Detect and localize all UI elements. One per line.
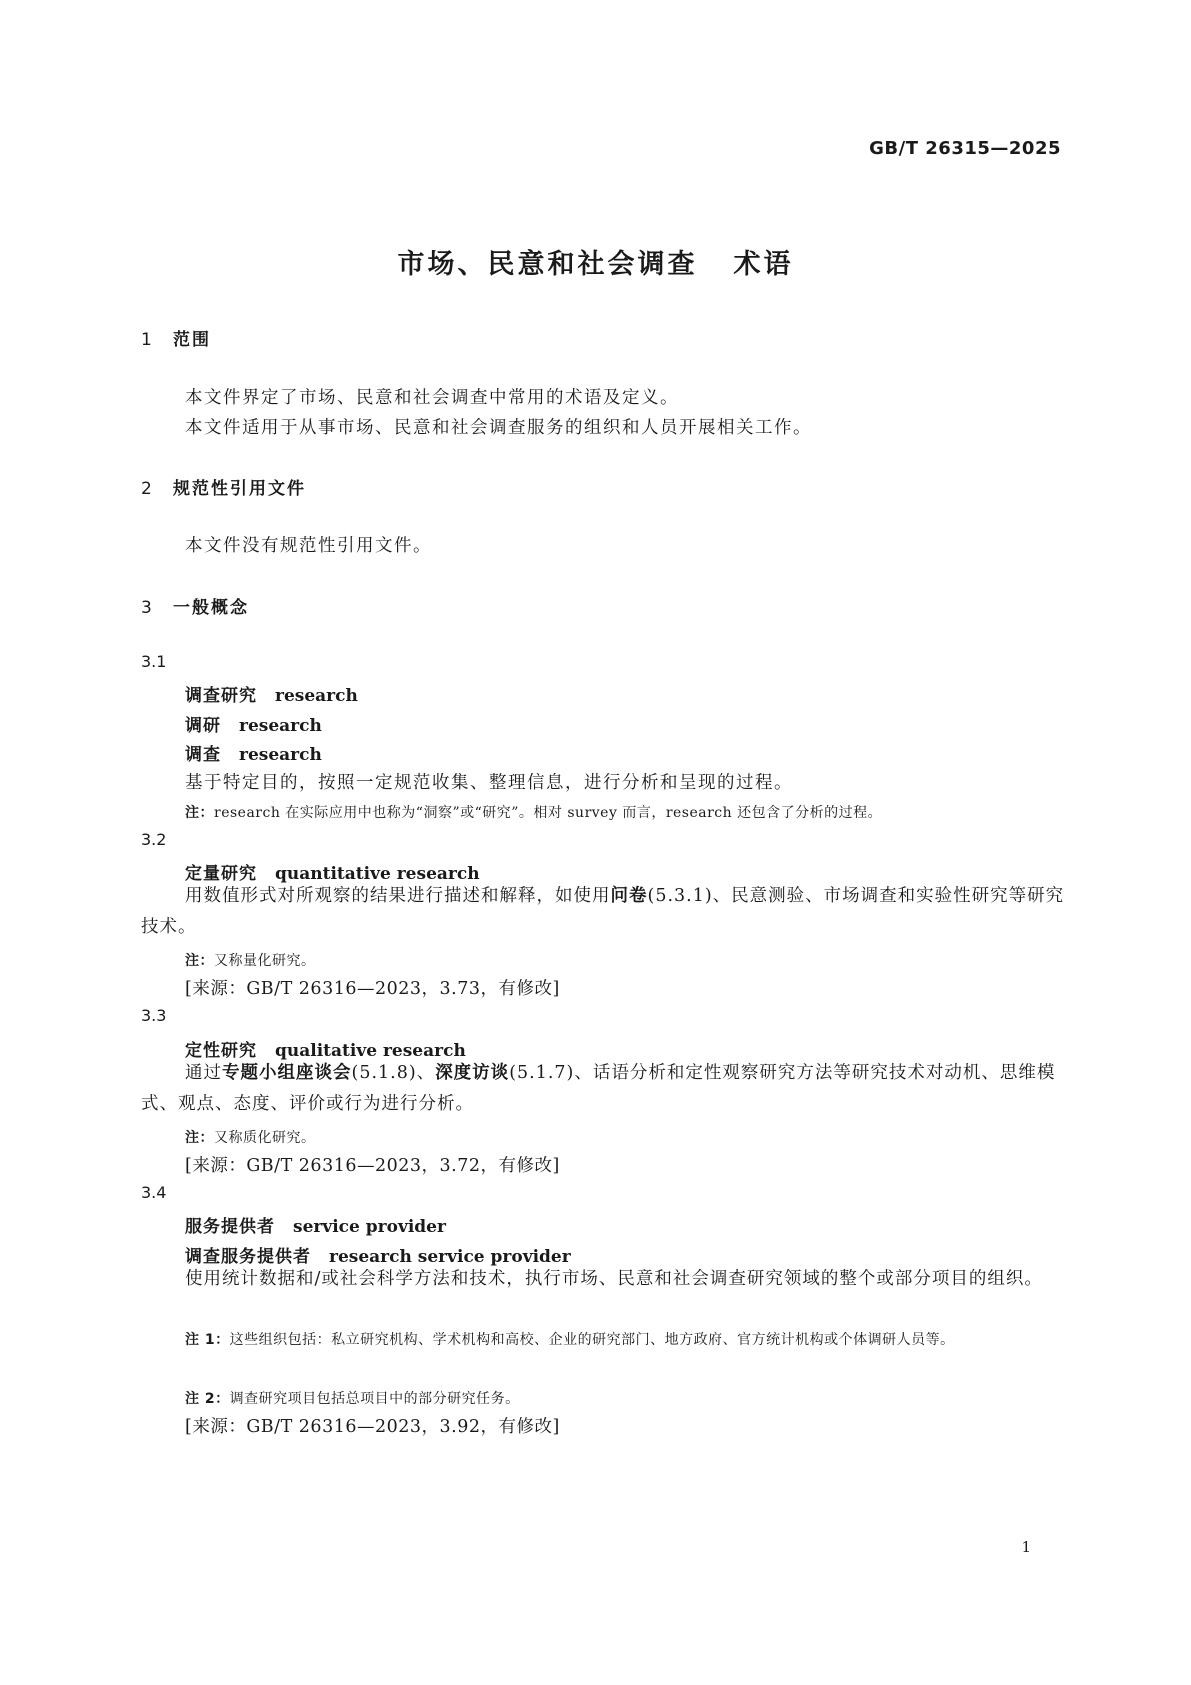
- note-label: 注：: [185, 1130, 214, 1146]
- note-text: 调查研究项目包括总项目中的部分研究任务。: [229, 1391, 520, 1407]
- definition: 基于特定目的，按照一定规范收集、整理信息，进行分析和呈现的过程。: [185, 773, 793, 793]
- term-line: [185, 740, 322, 765]
- note-text: 又称质化研究。: [214, 1130, 316, 1146]
- section-title: 一般概念: [173, 598, 249, 618]
- title-sub: 术语: [733, 249, 794, 280]
- term-cn: 服务提供者: [185, 1217, 275, 1237]
- section-title: 范围: [173, 330, 211, 350]
- entry-number-3-2: 3.2: [141, 830, 167, 849]
- section-title: 规范性引用文件: [173, 479, 306, 499]
- term-en: quantitative research: [275, 864, 480, 884]
- document-title: [0, 242, 1191, 281]
- standard-code: GB/T 26315—2025: [869, 138, 1061, 159]
- entry-number-3-4: 3.4: [141, 1183, 167, 1202]
- definition-text: 通过: [185, 1063, 222, 1083]
- note: [185, 1127, 316, 1147]
- section-number: 1: [141, 330, 152, 350]
- source-citation: [来源：GB/T 26316—2023，3.72，有修改]: [185, 1156, 560, 1176]
- entry-number-3-1: 3.1: [141, 652, 167, 671]
- note-text: 这些组织包括：私立研究机构、学术机构和高校、企业的研究部门、地方政府、官方统计机构或个体调研人员等。: [229, 1332, 955, 1348]
- note-2: [185, 1388, 520, 1408]
- definition: 使用统计数据和/或社会科学方法和技术，执行市场、民意和社会调查研究领域的整个或部分项目的组织。: [185, 1269, 1043, 1289]
- definition-term-ref: 深度访谈: [435, 1063, 510, 1083]
- definition-text: (5.1.7)、话语分析和定性观察研究方法等研究技术对动机、思维模式、观点、态度、评价或行为进行分析。: [141, 1063, 1056, 1114]
- references-paragraph: 本文件没有规范性引用文件。: [185, 536, 432, 556]
- term-en: research service provider: [329, 1247, 571, 1267]
- note: [185, 802, 882, 822]
- term-cn: 定性研究: [185, 1041, 257, 1061]
- definition-term-ref: 专题小组座谈会: [222, 1063, 352, 1083]
- note-text: research 在实际应用中也称为“洞察”或“研究”。相对 survey 而言，research 还包含了分析的过程。: [214, 805, 883, 821]
- term-cn: 调查研究: [185, 686, 257, 706]
- term-en: research: [275, 686, 358, 706]
- term-cn: 调研: [185, 716, 221, 736]
- note-label: 注 2：: [185, 1391, 230, 1407]
- term-cn: 定量研究: [185, 864, 257, 884]
- section-heading-2: [141, 474, 306, 499]
- title-main: 市场、民意和社会调查: [397, 249, 698, 280]
- section-number: 3: [141, 598, 152, 618]
- term-en: service provider: [293, 1217, 446, 1237]
- page-number: 1: [1021, 1538, 1031, 1556]
- definition-text: (5.3.1)、民意测验、市场调查和实验性研究等研究技术。: [141, 886, 1065, 937]
- term-line: [185, 1212, 446, 1237]
- term-cn: 调查服务提供者: [185, 1247, 311, 1267]
- definition-term-ref: 问卷: [610, 886, 648, 906]
- term-line: [185, 711, 322, 736]
- entry-number-3-3: 3.3: [141, 1006, 167, 1025]
- definition-text: 用数值形式对所观察的结果进行描述和解释，如使用: [185, 886, 611, 906]
- term-cn: 调查: [185, 745, 221, 765]
- definition: [141, 1058, 1065, 1120]
- note-1: [185, 1326, 1105, 1354]
- source-citation: [来源：GB/T 26316—2023，3.92，有修改]: [185, 1417, 560, 1437]
- definition-text: (5.1.8)、: [351, 1063, 436, 1083]
- term-en: research: [239, 745, 322, 765]
- section-number: 2: [141, 479, 152, 499]
- term-line: [185, 681, 358, 706]
- section-heading-3: [141, 593, 249, 618]
- note-text: 又称量化研究。: [214, 953, 316, 969]
- note-label: 注：: [185, 805, 214, 821]
- definition: [141, 881, 1065, 943]
- note-label: 注 1：: [185, 1332, 230, 1348]
- note-label: 注：: [185, 953, 214, 969]
- term-en: qualitative research: [275, 1041, 466, 1061]
- scope-paragraph-1: 本文件界定了市场、民意和社会调查中常用的术语及定义。: [185, 388, 679, 408]
- term-en: research: [239, 716, 322, 736]
- note: [185, 950, 316, 970]
- scope-paragraph-2: 本文件适用于从事市场、民意和社会调查服务的组织和人员开展相关工作。: [185, 418, 812, 438]
- section-heading-1: [141, 325, 211, 350]
- source-citation: [来源：GB/T 26316—2023，3.73，有修改]: [185, 979, 560, 999]
